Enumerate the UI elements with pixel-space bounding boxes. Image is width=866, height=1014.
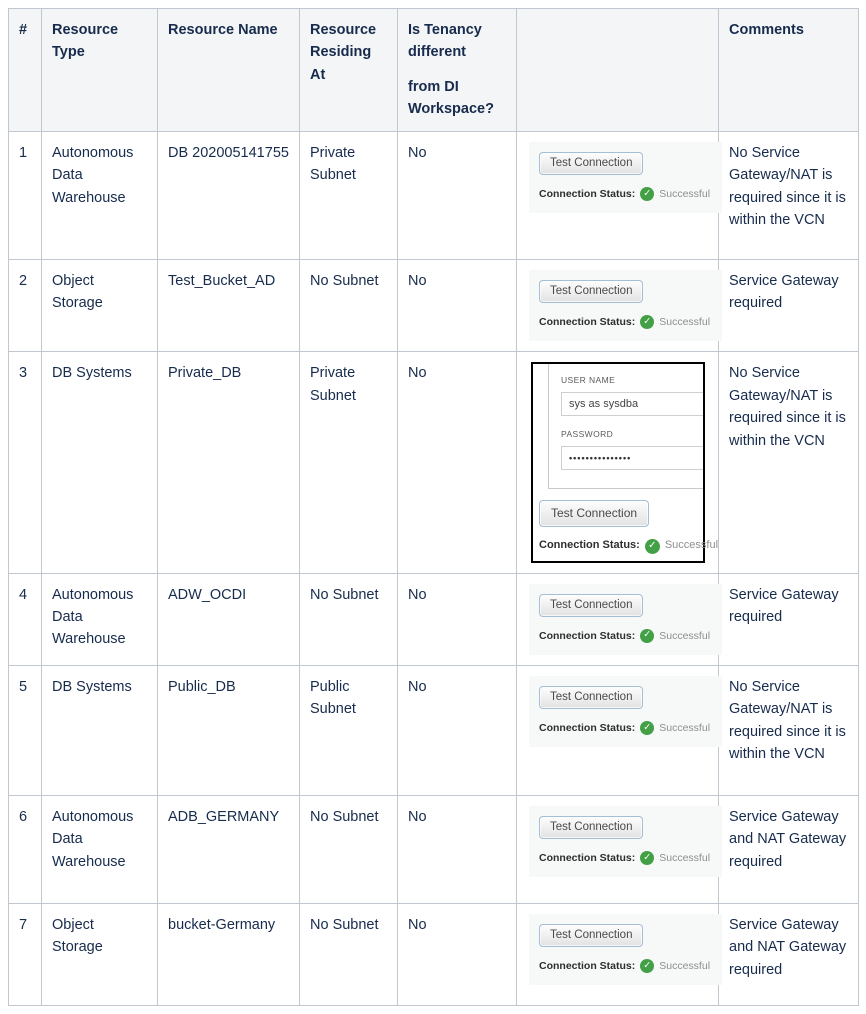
cell-comments: Service Gateway and NAT Gateway required bbox=[719, 795, 859, 903]
connection-status-label: Connection Status: bbox=[539, 315, 636, 328]
connection-screenshot bbox=[529, 806, 722, 877]
test-connection-button[interactable]: Test Connection bbox=[539, 924, 643, 947]
credentials-fields-panel bbox=[548, 364, 703, 489]
connection-status-value: Successful bbox=[659, 629, 711, 642]
connection-status-value: Successful bbox=[664, 539, 719, 552]
password-input[interactable] bbox=[561, 446, 703, 470]
success-check-icon: ✓ bbox=[640, 629, 654, 643]
connection-status-value: Successful bbox=[659, 187, 711, 200]
connection-status-row bbox=[539, 720, 710, 736]
table-row bbox=[9, 131, 859, 259]
connection-status-row bbox=[539, 628, 710, 644]
cell-num: 2 bbox=[9, 259, 42, 351]
success-check-icon: ✓ bbox=[640, 315, 654, 329]
cell-resource-name: Private_DB bbox=[158, 352, 300, 573]
cell-residing-at: Private Subnet bbox=[300, 131, 398, 259]
connection-status-row bbox=[539, 186, 710, 202]
header-residing-at: Resource Residing At bbox=[300, 9, 398, 132]
cell-num: 1 bbox=[9, 131, 42, 259]
credentials-form-screenshot bbox=[531, 362, 719, 562]
username-label: USER NAME bbox=[561, 375, 616, 386]
cell-comments: No Service Gateway/NAT is required since it is within the VCN bbox=[719, 352, 859, 573]
cell-tenancy: No bbox=[398, 573, 517, 665]
connection-status-value: Successful bbox=[659, 851, 711, 864]
connection-status-value: Successful bbox=[659, 721, 711, 734]
connection-status-row bbox=[539, 537, 719, 554]
test-connection-button[interactable]: Test Connection bbox=[539, 594, 643, 617]
cell-resource-type: DB Systems bbox=[42, 665, 158, 795]
cell-connection bbox=[517, 352, 719, 573]
cell-residing-at: Private Subnet bbox=[300, 352, 398, 573]
connection-status-label: Connection Status: bbox=[539, 629, 636, 642]
header-row bbox=[9, 9, 859, 132]
table-row bbox=[9, 903, 859, 1005]
cell-tenancy: No bbox=[398, 665, 517, 795]
cell-residing-at: No Subnet bbox=[300, 259, 398, 351]
table-row bbox=[9, 573, 859, 665]
cell-num: 5 bbox=[9, 665, 42, 795]
cell-tenancy: No bbox=[398, 795, 517, 903]
table-row bbox=[9, 352, 859, 573]
success-check-icon: ✓ bbox=[640, 721, 654, 735]
cell-connection bbox=[517, 903, 719, 1005]
cell-connection bbox=[517, 795, 719, 903]
table-row bbox=[9, 795, 859, 903]
credentials-form-footer bbox=[533, 489, 719, 560]
username-input[interactable] bbox=[561, 392, 703, 416]
header-num: # bbox=[9, 9, 42, 132]
connection-status-label: Connection Status: bbox=[539, 959, 636, 972]
cell-num: 7 bbox=[9, 903, 42, 1005]
test-connection-button[interactable]: Test Connection bbox=[539, 280, 643, 303]
table-row bbox=[9, 259, 859, 351]
connection-status-label: Connection Status: bbox=[539, 721, 636, 734]
header-resource-name: Resource Name bbox=[158, 9, 300, 132]
cell-resource-name: Public_DB bbox=[158, 665, 300, 795]
cell-resource-name: ADW_OCDI bbox=[158, 573, 300, 665]
connection-screenshot bbox=[529, 676, 722, 747]
cell-residing-at: No Subnet bbox=[300, 903, 398, 1005]
cell-connection bbox=[517, 665, 719, 795]
success-check-icon: ✓ bbox=[640, 851, 654, 865]
header-resource-type: Resource Type bbox=[42, 9, 158, 132]
cell-tenancy: No bbox=[398, 352, 517, 573]
cell-comments: No Service Gateway/NAT is required since it is within the VCN bbox=[719, 131, 859, 259]
connection-screenshot bbox=[529, 270, 722, 341]
cell-resource-type: Object Storage bbox=[42, 259, 158, 351]
cell-tenancy: No bbox=[398, 131, 517, 259]
cell-resource-name: bucket-Germany bbox=[158, 903, 300, 1005]
cell-connection bbox=[517, 573, 719, 665]
cell-resource-type: Autonomous Data Warehouse bbox=[42, 795, 158, 903]
header-tenancy bbox=[398, 9, 517, 132]
cell-residing-at: No Subnet bbox=[300, 795, 398, 903]
connection-status-value: Successful bbox=[659, 959, 711, 972]
cell-connection bbox=[517, 131, 719, 259]
field-gap bbox=[561, 416, 703, 428]
cell-tenancy: No bbox=[398, 259, 517, 351]
cell-comments: Service Gateway and NAT Gateway required bbox=[719, 903, 859, 1005]
connection-status-row bbox=[539, 314, 710, 330]
connection-screenshot bbox=[529, 914, 722, 985]
resources-table bbox=[8, 8, 859, 1006]
connection-status-value: Successful bbox=[659, 315, 711, 328]
cell-num: 6 bbox=[9, 795, 42, 903]
cell-resource-type: DB Systems bbox=[42, 352, 158, 573]
connection-screenshot bbox=[529, 142, 722, 213]
cell-resource-name: ADB_GERMANY bbox=[158, 795, 300, 903]
cell-resource-name: DB 202005141755 bbox=[158, 131, 300, 259]
cell-comments: Service Gateway required bbox=[719, 573, 859, 665]
header-tenancy-line1: Is Tenancy different bbox=[408, 22, 482, 61]
cell-num: 4 bbox=[9, 573, 42, 665]
cell-resource-name: Test_Bucket_AD bbox=[158, 259, 300, 351]
cell-resource-type: Autonomous Data Warehouse bbox=[42, 573, 158, 665]
cell-connection bbox=[517, 259, 719, 351]
connection-status-row bbox=[539, 850, 710, 866]
header-comments: Comments bbox=[719, 9, 859, 132]
password-label: PASSWORD bbox=[561, 429, 614, 440]
cell-num: 3 bbox=[9, 352, 42, 573]
cell-resource-type: Autonomous Data Warehouse bbox=[42, 131, 158, 259]
connection-status-label: Connection Status: bbox=[539, 851, 636, 864]
test-connection-button[interactable]: Test Connection bbox=[539, 816, 643, 839]
connection-status-label: Connection Status: bbox=[539, 187, 636, 200]
connection-status-label: Connection Status: bbox=[539, 539, 640, 552]
connection-screenshot bbox=[529, 584, 722, 655]
cell-residing-at: No Subnet bbox=[300, 573, 398, 665]
cell-tenancy: No bbox=[398, 903, 517, 1005]
cell-residing-at: Public Subnet bbox=[300, 665, 398, 795]
test-connection-button[interactable]: Test Connection bbox=[539, 500, 649, 527]
table-row bbox=[9, 665, 859, 795]
success-check-icon: ✓ bbox=[640, 959, 654, 973]
cell-comments: No Service Gateway/NAT is required since it is within the VCN bbox=[719, 665, 859, 795]
success-check-icon: ✓ bbox=[645, 539, 660, 554]
header-connection bbox=[517, 9, 719, 132]
cell-comments: Service Gateway required bbox=[719, 259, 859, 351]
success-check-icon: ✓ bbox=[640, 187, 654, 201]
test-connection-button[interactable]: Test Connection bbox=[539, 152, 643, 175]
header-tenancy-line2: from DI Workspace? bbox=[408, 78, 494, 118]
test-connection-button[interactable]: Test Connection bbox=[539, 686, 643, 709]
cell-resource-type: Object Storage bbox=[42, 903, 158, 1005]
